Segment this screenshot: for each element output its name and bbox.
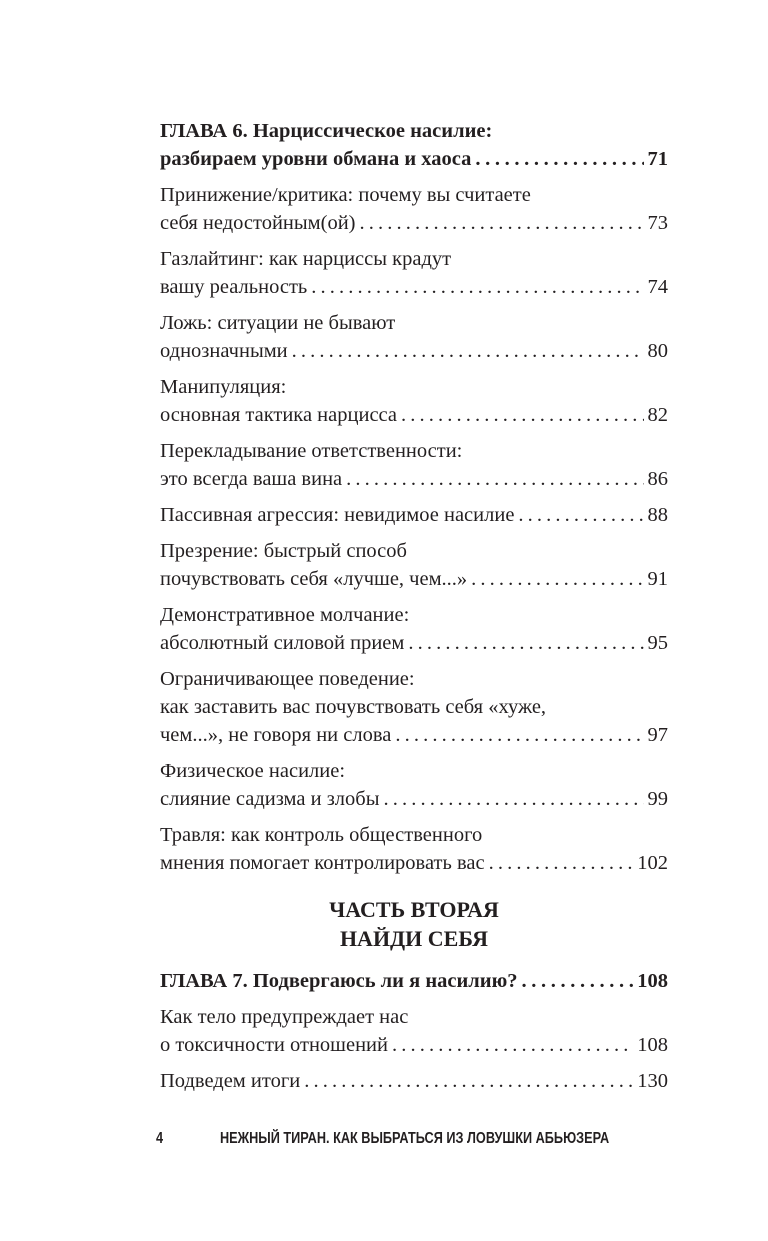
toc-entry[interactable] [160,601,668,657]
entry-title-line: Газлайтинг: как нарциссы крадут [160,248,452,270]
leader-dots [401,401,644,429]
entry-page-number: 108 [637,970,668,992]
entry-title-line: о токсичности отношений [160,1034,388,1056]
entry-page-number: 82 [647,404,668,426]
entry-title-line: себя недостойным(ой) [160,212,356,234]
running-footer [156,1130,610,1148]
entry-title-line: Ограничивающее поведение: [160,668,415,690]
leader-dots [518,501,643,529]
leader-dots [292,337,644,365]
book-title: НЕЖНЫЙ ТИРАН. КАК ВЫБРАТЬСЯ ИЗ ЛОВУШКИ АБЬЮЗЕРА [219,1130,610,1147]
part-heading [160,895,668,953]
entry-page-number: 73 [647,212,668,234]
entry-title-line: почувствовать себя «лучше, чем...» [160,568,468,590]
toc-entry[interactable] [160,967,668,995]
entry-page-number: 95 [647,632,668,654]
toc-entry[interactable] [160,245,668,301]
entry-page-number: 88 [647,504,668,526]
entry-title-line: чем...», не говоря ни слова [160,724,392,746]
entry-page-number: 108 [637,1034,668,1056]
entry-title-line: Принижение/критика: почему вы считаете [160,184,531,206]
leader-dots [346,465,643,493]
leader-dots [383,785,643,813]
leader-dots [471,565,643,593]
entry-page-number: 130 [637,1070,668,1092]
entry-title-line: Подведем итоги [160,1070,301,1092]
entry-title-line: однозначными [160,340,288,362]
entry-title-line: Травля: как контроль общественного [160,824,483,846]
entry-title-line: вашу реальность [160,276,308,298]
entry-title-line: Презрение: быстрый способ [160,540,407,562]
leader-dots [489,849,634,877]
entry-title-line: Пассивная агрессия: невидимое насилие [160,504,515,526]
entry-title-line: Перекладывание ответственности: [160,440,463,462]
leader-dots [311,273,643,301]
page-number: 4 [156,1130,164,1147]
entry-title-line: это всегда ваша вина [160,468,343,490]
toc-entry[interactable] [160,537,668,593]
leader-dots [395,721,643,749]
toc-entry[interactable] [160,181,668,237]
entry-page-number: 102 [637,852,668,874]
entry-page-number: 74 [647,276,668,298]
toc-entry[interactable] [160,309,668,365]
entry-title-line: как заставить вас почувствовать себя «хуже, [160,696,547,718]
toc-entry[interactable] [160,373,668,429]
chapter-heading [160,967,668,995]
part-number: ЧАСТЬ ВТОРАЯ [329,897,499,922]
toc-entry[interactable] [160,665,668,749]
table-of-contents [160,117,668,1103]
entry-title-line: разбираем уровни обмана и хаоса [160,148,472,170]
leader-dots [408,629,643,657]
entry-page-number: 86 [647,468,668,490]
toc-entry[interactable] [160,437,668,493]
leader-dots [522,967,634,995]
leader-dots [360,209,644,237]
entry-title-line: Манипуляция: [160,376,287,398]
chapter-heading [160,117,668,173]
entry-title-line: Ложь: ситуации не бывают [160,312,396,334]
leader-dots [392,1031,633,1059]
entry-page-number: 99 [647,788,668,810]
toc-entry[interactable] [160,757,668,813]
entry-title-line: ГЛАВА 6. Нарциссическое насилие: [160,120,493,142]
entry-title-line: Как тело предупреждает нас [160,1006,409,1028]
entry-title-line: Физическое насилие: [160,760,346,782]
toc-entry[interactable] [160,821,668,877]
entry-page-number: 80 [647,340,668,362]
entry-title-line: абсолютный силовой прием [160,632,405,654]
entry-title-line: слияние садизма и злобы [160,788,380,810]
entry-title-line: Демонстративное молчание: [160,604,410,626]
entry-title-line: основная тактика нарцисса [160,404,397,426]
entry-page-number: 91 [647,568,668,590]
entry-title-line: ГЛАВА 7. Подвергаюсь ли я насилию? [160,970,518,992]
part-title: НАЙДИ СЕБЯ [339,926,489,951]
toc-entry[interactable] [160,1003,668,1059]
entry-page-number: 97 [647,724,668,746]
toc-entry[interactable] [160,501,668,529]
entry-page-number: 71 [647,148,668,170]
toc-entry[interactable] [160,1067,668,1095]
leader-dots [304,1067,633,1095]
entry-title-line: мнения помогает контролировать вас [160,852,485,874]
toc-entry[interactable] [160,117,668,173]
leader-dots [475,145,643,173]
